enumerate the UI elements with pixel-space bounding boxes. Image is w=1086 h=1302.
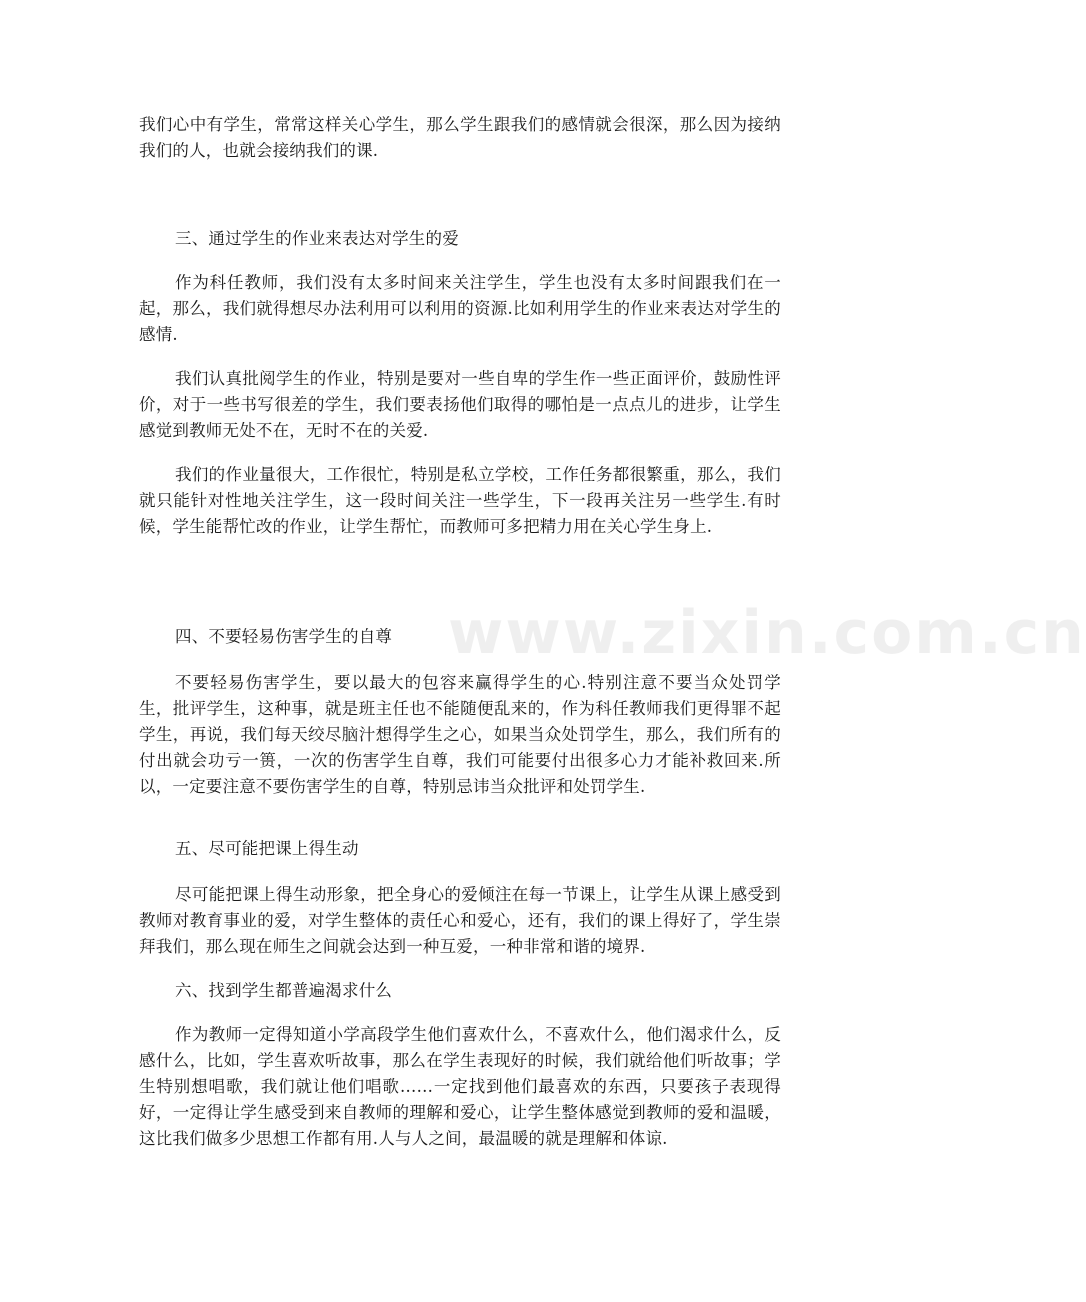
section-heading-4: 四、不要轻易伤害学生的自尊 bbox=[175, 627, 393, 646]
section-heading-5: 五、尽可能把课上得生动 bbox=[175, 839, 359, 858]
paragraph-3c: 我们的作业量很大，工作很忙，特别是私立学校，工作任务都很繁重，那么，我们就只能针对性地关注学生，这一段时间关注一些学生，下一段再关注另一些学生.有时候，学生能帮忙改的作业，让学生帮忙，而教师可多把精力用在关心学生身上. bbox=[139, 465, 781, 536]
paragraph-3b: 我们认真批阅学生的作业，特别是要对一些自卑的学生作一些正面评价，鼓励性评价，对于一些书写很差的学生，我们要表扬他们取得的哪怕是一点点儿的进步，让学生感觉到教师无处不在，无时不在的关爱. bbox=[139, 369, 781, 440]
paragraph-6: 作为教师一定得知道小学高段学生他们喜欢什么，不喜欢什么，他们渴求什么，反感什么，比如，学生喜欢听故事，那么在学生表现好的时候，我们就给他们听故事；学生特别想唱歌，我们就让他们唱歌……一定找到他们最喜欢的东西，只要孩子表现得好，一定得让学生感受到来自教师的理解和爱心，让学生整体感觉到教师的爱和温暖，这比我们做多少思想工作都有用.人与人之间，最温暖的就是理解和体谅. bbox=[139, 1025, 781, 1148]
paragraph-5: 尽可能把课上得生动形象，把全身心的爱倾注在每一节课上，让学生从课上感受到教师对教育事业的爱，对学生整体的责任心和爱心，还有，我们的课上得好了，学生崇拜我们，那么现在师生之间就会达到一种互爱，一种非常和谐的境界. bbox=[139, 885, 781, 956]
paragraph-intro: 我们心中有学生，常常这样关心学生，那么学生跟我们的感情就会很深，那么因为接纳我们的人，也就会接纳我们的课. bbox=[139, 115, 781, 160]
section-heading-6: 六、找到学生都普遍渴求什么 bbox=[175, 981, 393, 1000]
paragraph-4: 不要轻易伤害学生，要以最大的包容来赢得学生的心.特别注意不要当众处罚学生，批评学生，这种事，就是班主任也不能随便乱来的，作为科任教师我们更得罪不起学生，再说，我们每天绞尽脑汁想得学生之心，如果当众处罚学生，那么，我们所有的付出就会功亏一篑，一次的伤害学生自尊，我们可能要付出很多心力才能补救回来.所以，一定要注意不要伤害学生的自尊，特别忌讳当众批评和处罚学生. bbox=[139, 673, 781, 796]
section-heading-3: 三、通过学生的作业来表达对学生的爱 bbox=[175, 229, 459, 248]
paragraph-3a: 作为科任教师，我们没有太多时间来关注学生，学生也没有太多时间跟我们在一起，那么，我们就得想尽办法利用可以利用的资源.比如利用学生的作业来表达对学生的感情. bbox=[139, 273, 781, 344]
watermark-logo: www.zixin.com.cn bbox=[448, 598, 1086, 668]
